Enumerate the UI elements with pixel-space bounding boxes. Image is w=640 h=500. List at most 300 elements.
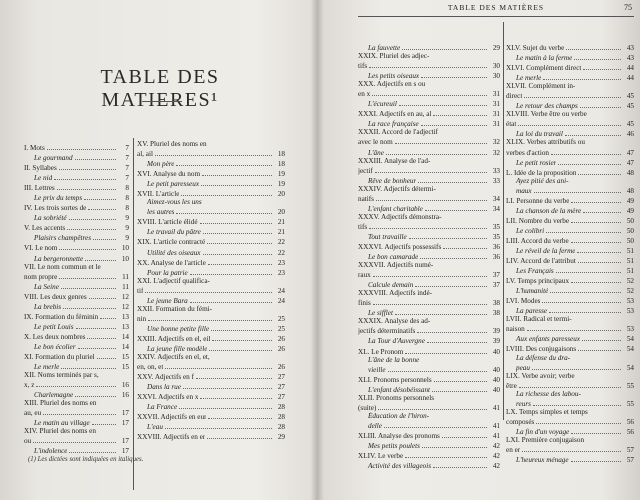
toc-lesson-entry bbox=[358, 317, 500, 325]
toc-lesson-entry bbox=[24, 435, 129, 445]
toc-dictation-entry bbox=[506, 305, 634, 315]
toc-dictation-entry bbox=[358, 70, 500, 80]
toc-lesson-entry bbox=[506, 315, 634, 323]
toc-lesson-entry bbox=[358, 297, 500, 307]
dot-leader bbox=[190, 295, 272, 303]
dot-leader bbox=[417, 325, 487, 333]
toc-entry-page: 52 bbox=[626, 277, 634, 286]
toc-entry-title: Mes petits poulets bbox=[368, 441, 420, 450]
toc-lesson-entry bbox=[24, 162, 129, 172]
toc-entry-title: raux bbox=[358, 271, 371, 280]
toc-entry-title: Le travail du pâtre bbox=[147, 228, 201, 237]
toc-entry-title: Le jeune Bara bbox=[147, 296, 188, 305]
toc-entry-title: L'eau bbox=[147, 423, 163, 432]
dot-leader bbox=[546, 225, 621, 233]
toc-entry-title: Le réveil de la ferme bbox=[516, 246, 576, 255]
dot-leader bbox=[181, 188, 272, 196]
toc-entry-title: XLV. Sujet du verbe bbox=[506, 44, 565, 52]
toc-entry-title: Calcule demain bbox=[368, 281, 414, 290]
toc-lesson-entry bbox=[358, 261, 500, 269]
toc-lesson-entry bbox=[358, 88, 500, 98]
dot-leader bbox=[402, 42, 487, 50]
toc-dictation-entry bbox=[24, 192, 129, 202]
column-divider bbox=[133, 138, 134, 490]
toc-lesson-entry bbox=[506, 372, 634, 380]
toc-entry-title: La défense du dra- bbox=[516, 353, 571, 362]
dot-leader bbox=[442, 430, 487, 438]
toc-lesson-entry bbox=[358, 193, 500, 203]
dot-leader bbox=[518, 118, 621, 126]
toc-entry-title: XXV. Adjectifs en f bbox=[137, 373, 194, 382]
dot-leader bbox=[47, 142, 116, 150]
dot-leader bbox=[583, 205, 621, 213]
toc-entry-title: Tout travaille bbox=[368, 232, 407, 241]
toc-entry-title: Aimez-vous les uns bbox=[147, 198, 202, 207]
dot-leader bbox=[92, 417, 116, 425]
toc-entry-title: vieille bbox=[368, 365, 386, 374]
dot-leader bbox=[433, 108, 487, 116]
toc-entry-title: naison bbox=[506, 325, 525, 334]
toc-entry-title: VI. Le nom bbox=[24, 244, 58, 253]
toc-entry-title: Charlemagne bbox=[34, 391, 74, 400]
toc-lesson-entry bbox=[506, 42, 634, 52]
toc-entry-page: 23 bbox=[277, 258, 285, 267]
dot-leader bbox=[421, 70, 487, 78]
toc-column-right-1 bbox=[358, 42, 500, 470]
toc-entry-page: 28 bbox=[277, 423, 285, 432]
toc-dictation-entry bbox=[358, 279, 500, 289]
dot-leader bbox=[571, 215, 621, 223]
toc-entry-title: Activité des villageois bbox=[368, 462, 432, 471]
toc-dictation-entry bbox=[24, 341, 129, 351]
dot-leader bbox=[88, 202, 116, 210]
toc-entry-title: L'indolence bbox=[34, 447, 68, 456]
toc-entry-title: tifs bbox=[358, 222, 368, 231]
toc-lesson-entry bbox=[358, 325, 500, 335]
toc-entry-page: 13 bbox=[121, 322, 129, 331]
dot-leader bbox=[97, 351, 116, 359]
dot-leader bbox=[422, 440, 487, 448]
toc-dictation-entry bbox=[24, 445, 129, 455]
toc-entry-page: 28 bbox=[277, 413, 285, 422]
toc-column-left-2 bbox=[137, 140, 285, 441]
toc-dictation-entry bbox=[506, 265, 634, 275]
toc-entry-title: XXIX. Pluriel des adjec- bbox=[358, 52, 430, 61]
toc-dictation-entry bbox=[506, 177, 634, 185]
toc-entry-title: verbes d'action bbox=[506, 148, 550, 157]
toc-lesson-entry bbox=[137, 371, 285, 381]
dot-leader bbox=[376, 193, 487, 201]
toc-entry-title: XLVIII. Verbe être ou verbe bbox=[506, 110, 587, 119]
dot-leader bbox=[208, 257, 272, 265]
toc-dictation-entry bbox=[137, 226, 285, 236]
toc-entry-title: finis bbox=[358, 299, 371, 308]
toc-lesson-entry bbox=[24, 427, 129, 435]
dot-leader bbox=[583, 62, 621, 70]
toc-lesson-entry bbox=[24, 407, 129, 417]
toc-entry-title: Le merle bbox=[34, 363, 60, 372]
dot-leader bbox=[532, 362, 621, 370]
toc-entry-title: L'âne de la bonne bbox=[368, 355, 420, 364]
toc-entry-page: 7 bbox=[125, 174, 129, 183]
toc-entry-title: Le petit paresseux bbox=[147, 180, 200, 189]
toc-entry-title: La loi du travail bbox=[516, 130, 563, 139]
toc-dictation-entry bbox=[358, 118, 500, 128]
toc-lesson-entry bbox=[137, 313, 285, 323]
toc-entry-page: 48 bbox=[626, 186, 634, 195]
dot-leader bbox=[565, 128, 621, 136]
toc-dictation-entry bbox=[358, 203, 500, 213]
toc-lesson-entry bbox=[137, 361, 285, 371]
dot-leader bbox=[148, 313, 272, 321]
toc-dictation-entry bbox=[137, 178, 285, 188]
dot-leader bbox=[369, 221, 487, 229]
toc-dictation-entry bbox=[358, 440, 500, 450]
dot-leader bbox=[203, 226, 272, 234]
toc-lesson-entry bbox=[358, 221, 500, 231]
toc-entry-title: LIV. Accord de l'attribut bbox=[506, 257, 576, 266]
toc-entry-page: 27 bbox=[277, 383, 285, 392]
toc-entry-page: 17 bbox=[121, 437, 129, 446]
toc-dictation-entry bbox=[506, 185, 634, 195]
toc-entry-title: Le matin au village bbox=[34, 419, 90, 428]
dot-leader bbox=[386, 147, 487, 155]
toc-dictation-entry bbox=[137, 401, 285, 411]
toc-entry-page: 51 bbox=[626, 267, 634, 276]
toc-entry-title: Les Français bbox=[516, 267, 554, 276]
toc-lesson-entry bbox=[506, 138, 634, 146]
toc-entry-title: L. Idée de la proposition bbox=[506, 168, 577, 177]
toc-entry-page: 50 bbox=[626, 236, 634, 245]
toc-lesson-entry bbox=[506, 118, 634, 128]
dot-leader bbox=[427, 335, 487, 343]
toc-entry-title: nom propre bbox=[24, 272, 58, 281]
toc-dictation-entry bbox=[358, 42, 500, 52]
toc-dictation-entry bbox=[506, 285, 634, 295]
toc-entry-page: 11 bbox=[122, 282, 129, 291]
toc-entry-page: 45 bbox=[626, 92, 634, 101]
toc-entry-page: 56 bbox=[626, 427, 634, 436]
toc-entry-title: La Tour d'Auvergne bbox=[368, 337, 425, 346]
toc-entry-title: La sobriété bbox=[34, 214, 67, 223]
toc-entry-title: reurs bbox=[516, 399, 531, 408]
toc-lesson-entry bbox=[24, 399, 129, 407]
toc-entry-title: LVI. Modes bbox=[506, 297, 541, 306]
toc-lesson-entry bbox=[137, 431, 285, 441]
toc-entry-title: LIII. Accord du verbe bbox=[506, 236, 569, 245]
toc-entry-title: La brebis bbox=[34, 302, 62, 311]
dot-leader bbox=[571, 235, 621, 243]
toc-dictation-entry bbox=[358, 147, 500, 157]
dot-leader bbox=[384, 420, 487, 428]
toc-entry-title: V. Les accents bbox=[24, 224, 66, 233]
dot-leader bbox=[85, 253, 116, 261]
toc-entry-page: 54 bbox=[626, 363, 634, 372]
toc-lesson-entry bbox=[24, 222, 129, 232]
toc-lesson-entry bbox=[24, 379, 129, 389]
toc-entry-page: 34 bbox=[492, 194, 500, 203]
toc-entry-page: 53 bbox=[626, 307, 634, 316]
toc-dictation-entry bbox=[506, 72, 634, 82]
toc-entry-title: Une bonne petite fille bbox=[147, 324, 210, 333]
toc-lesson-entry bbox=[24, 351, 129, 361]
dot-leader bbox=[145, 285, 272, 293]
dot-leader bbox=[571, 195, 621, 203]
toc-entry-page: 7 bbox=[125, 154, 129, 163]
toc-entry-page: 30 bbox=[492, 72, 500, 81]
dot-leader bbox=[207, 236, 272, 244]
dot-leader bbox=[176, 158, 272, 166]
toc-entry-page: 10 bbox=[121, 244, 129, 253]
toc-entry-title: L'heureux ménage bbox=[516, 456, 569, 465]
toc-entry-page: 16 bbox=[121, 391, 129, 400]
toc-entry-page: 8 bbox=[125, 194, 129, 203]
toc-entry-page: 57 bbox=[626, 445, 634, 454]
toc-dictation-entry bbox=[137, 421, 285, 431]
toc-entry-title: en x bbox=[358, 90, 371, 99]
toc-entry-page: 12 bbox=[121, 292, 129, 301]
toc-dictation-entry bbox=[358, 175, 500, 185]
toc-lesson-entry bbox=[506, 195, 634, 205]
toc-entry-page: 8 bbox=[125, 204, 129, 213]
toc-entry-page: 21 bbox=[277, 218, 285, 227]
toc-entry-title: Utilité des oiseaux bbox=[147, 248, 201, 257]
toc-lesson-entry bbox=[24, 311, 129, 321]
dot-leader bbox=[420, 251, 487, 259]
toc-entry-page: 37 bbox=[492, 271, 500, 280]
dot-leader bbox=[388, 364, 487, 372]
toc-entry-page: 27 bbox=[277, 373, 285, 382]
dot-leader bbox=[211, 323, 272, 331]
toc-entry-title: Les petits oiseaux bbox=[368, 72, 420, 81]
toc-entry-page: 35 bbox=[492, 232, 500, 241]
toc-entry-page: 25 bbox=[277, 314, 285, 323]
toc-entry-page: 35 bbox=[492, 222, 500, 231]
toc-entry-page: 40 bbox=[492, 375, 500, 384]
toc-dictation-entry bbox=[137, 206, 285, 216]
toc-entry-page: 23 bbox=[277, 268, 285, 277]
toc-entry-title: peau bbox=[516, 363, 530, 372]
toc-entry-title: XXXIV. Adjectifs détermi- bbox=[358, 184, 436, 193]
toc-entry-title: XXXIX. Analyse des ad- bbox=[358, 317, 431, 326]
toc-entry-title: XII. Noms terminés par s, bbox=[24, 371, 99, 380]
toc-entry-title: Le matin à la ferme bbox=[516, 54, 573, 63]
toc-entry-title: L'âne bbox=[368, 148, 384, 157]
toc-dictation-entry bbox=[358, 98, 500, 108]
toc-entry-title: en er bbox=[506, 445, 521, 454]
page-title: TABLE DES MATIERES¹ bbox=[100, 66, 220, 111]
toc-entry-page: 40 bbox=[492, 347, 500, 356]
toc-entry-page: 42 bbox=[492, 462, 500, 471]
toc-entry-title: La Seine bbox=[34, 282, 59, 291]
dot-leader bbox=[571, 426, 621, 434]
dot-leader bbox=[421, 118, 487, 126]
toc-entry-title: Mon père bbox=[147, 160, 175, 169]
toc-entry-page: 16 bbox=[121, 381, 129, 390]
toc-entry-page: 32 bbox=[492, 148, 500, 157]
dot-leader bbox=[67, 222, 116, 230]
toc-dictation-entry bbox=[506, 205, 634, 215]
toc-dictation-entry bbox=[358, 420, 500, 430]
toc-entry-page: 15 bbox=[121, 352, 129, 361]
dot-leader bbox=[527, 323, 621, 331]
toc-entry-title: LII. Nombre du verbe bbox=[506, 216, 570, 225]
toc-dictation-entry bbox=[506, 52, 634, 62]
toc-entry-page: 49 bbox=[626, 196, 634, 205]
toc-entry-title: maux bbox=[516, 186, 532, 195]
dot-leader bbox=[425, 203, 487, 211]
toc-dictation-entry bbox=[24, 389, 129, 399]
toc-entry-page: 40 bbox=[492, 365, 500, 374]
dot-leader bbox=[418, 175, 487, 183]
dot-leader bbox=[577, 245, 621, 253]
toc-dictation-entry bbox=[506, 398, 634, 408]
dot-leader bbox=[165, 361, 272, 369]
toc-lesson-entry bbox=[506, 147, 634, 157]
toc-lesson-entry bbox=[358, 430, 500, 440]
dot-leader bbox=[372, 88, 487, 96]
toc-entry-page: 45 bbox=[626, 120, 634, 129]
toc-entry-page: 26 bbox=[277, 334, 285, 343]
dot-leader bbox=[202, 168, 272, 176]
toc-entry-title: XVIII. L'article élidé bbox=[137, 218, 198, 227]
toc-lesson-entry bbox=[358, 80, 500, 88]
dot-leader bbox=[61, 361, 116, 369]
toc-entry-title: Dans la rue bbox=[147, 383, 181, 392]
toc-entry-page: 42 bbox=[492, 441, 500, 450]
toc-lesson-entry bbox=[137, 148, 285, 158]
dot-leader bbox=[100, 311, 116, 319]
toc-entry-page: 17 bbox=[121, 419, 129, 428]
toc-lesson-entry bbox=[137, 391, 285, 401]
toc-lesson-entry bbox=[24, 371, 129, 379]
dot-leader bbox=[57, 182, 116, 190]
dot-leader bbox=[399, 98, 487, 106]
toc-entry-page: 27 bbox=[277, 393, 285, 402]
toc-dictation-entry bbox=[358, 251, 500, 261]
dot-leader bbox=[61, 281, 116, 289]
toc-entry-page: 22 bbox=[277, 238, 285, 247]
toc-dictation-entry bbox=[137, 343, 285, 353]
toc-entry-page: 41 bbox=[492, 431, 500, 440]
toc-entry-page: 51 bbox=[626, 246, 634, 255]
toc-entry-page: 33 bbox=[492, 176, 500, 185]
toc-entry-page: 7 bbox=[125, 164, 129, 173]
toc-entry-title: XIII. Pluriel des noms en bbox=[24, 399, 97, 408]
toc-entry-title: composés bbox=[506, 417, 535, 426]
toc-dictation-entry bbox=[506, 454, 634, 464]
toc-column-left-1 bbox=[24, 142, 129, 456]
toc-entry-title: tif bbox=[137, 286, 144, 295]
toc-entry-page: 33 bbox=[492, 166, 500, 175]
toc-entry-page: 57 bbox=[626, 456, 634, 465]
toc-entry-page: 32 bbox=[492, 138, 500, 147]
dot-leader bbox=[395, 136, 487, 144]
toc-entry-title: nin bbox=[137, 314, 147, 323]
toc-lesson-entry bbox=[137, 140, 285, 148]
toc-entry-page: 37 bbox=[492, 281, 500, 290]
dot-leader bbox=[524, 90, 621, 98]
toc-entry-title: La fauvette bbox=[368, 44, 401, 52]
toc-entry-page: 34 bbox=[492, 204, 500, 213]
dot-leader bbox=[556, 265, 621, 273]
toc-entry-page: 43 bbox=[626, 54, 634, 63]
toc-entry-title: III. Lettres bbox=[24, 184, 55, 193]
toc-entry-page: 53 bbox=[626, 297, 634, 306]
toc-dictation-entry bbox=[24, 417, 129, 427]
toc-lesson-entry bbox=[506, 416, 634, 426]
dot-leader bbox=[69, 212, 116, 220]
toc-dictation-entry bbox=[358, 364, 500, 374]
dot-leader bbox=[578, 255, 621, 263]
toc-entry-page: 21 bbox=[277, 228, 285, 237]
toc-dictation-entry bbox=[506, 333, 634, 343]
toc-entry-title: XXXIII. Analyse de l'ad- bbox=[358, 156, 431, 165]
toc-entry-title: La race française bbox=[368, 120, 419, 129]
dot-leader bbox=[551, 147, 621, 155]
toc-entry-title: XXII. Formation du fémi- bbox=[137, 304, 213, 313]
dot-leader bbox=[63, 301, 116, 309]
toc-entry-page: 19 bbox=[277, 170, 285, 179]
toc-entry-page: 9 bbox=[125, 234, 129, 243]
toc-dictation-entry bbox=[358, 307, 500, 317]
toc-entry-title: XXXV. Adjectifs démonstra- bbox=[358, 212, 442, 221]
toc-entry-title: II. Syllabes bbox=[24, 164, 57, 173]
dot-leader bbox=[208, 411, 272, 419]
dot-leader bbox=[571, 275, 621, 283]
toc-entry-title: I. Mots bbox=[24, 144, 45, 152]
toc-entry-page: 7 bbox=[125, 144, 129, 152]
toc-entry-title: Le nid bbox=[34, 174, 53, 183]
dot-leader bbox=[59, 271, 116, 279]
toc-entry-page: 10 bbox=[121, 254, 129, 263]
toc-entry-title: LXI. Première conjugaison bbox=[506, 435, 585, 444]
running-header: TABLE DES MATIÈRES bbox=[447, 3, 545, 12]
toc-entry-title: tifs bbox=[358, 62, 368, 71]
toc-dictation-entry bbox=[137, 247, 285, 257]
toc-entry-title: XXVII. Adjectifs en eur bbox=[137, 413, 207, 422]
toc-dictation-entry bbox=[358, 460, 500, 470]
toc-entry-title: LVIII. Des conjugaisons bbox=[506, 345, 577, 354]
toc-entry-page: 39 bbox=[492, 327, 500, 336]
toc-entry-title: jectifs déterminatifs bbox=[358, 327, 416, 336]
dot-leader bbox=[212, 333, 272, 341]
dot-leader bbox=[201, 178, 272, 186]
dot-leader bbox=[69, 445, 116, 453]
toc-lesson-entry bbox=[137, 411, 285, 421]
dot-leader bbox=[375, 165, 487, 173]
toc-lesson-entry bbox=[24, 182, 129, 192]
toc-entry-title: Pour la patrie bbox=[147, 268, 188, 277]
toc-lesson-entry bbox=[137, 257, 285, 267]
toc-entry-page: 45 bbox=[626, 102, 634, 111]
toc-entry-page: 31 bbox=[492, 100, 500, 109]
toc-lesson-entry bbox=[24, 263, 129, 271]
toc-entry-title: La bergeronnette bbox=[34, 254, 84, 263]
toc-dictation-entry bbox=[137, 267, 285, 277]
toc-entry-title: XXXI. Adjectifs en au, al bbox=[358, 110, 432, 119]
toc-lesson-entry bbox=[358, 241, 500, 251]
dot-leader bbox=[433, 460, 487, 468]
dot-leader bbox=[43, 407, 116, 415]
toc-entry-title: Le bon camarade bbox=[368, 253, 419, 262]
toc-entry-title: XIX. L'article contracté bbox=[137, 238, 206, 247]
dot-leader bbox=[373, 269, 487, 277]
toc-lesson-entry bbox=[24, 291, 129, 301]
toc-dictation-entry bbox=[358, 335, 500, 345]
toc-entry-page: 20 bbox=[277, 190, 285, 199]
toc-dictation-entry bbox=[506, 225, 634, 235]
